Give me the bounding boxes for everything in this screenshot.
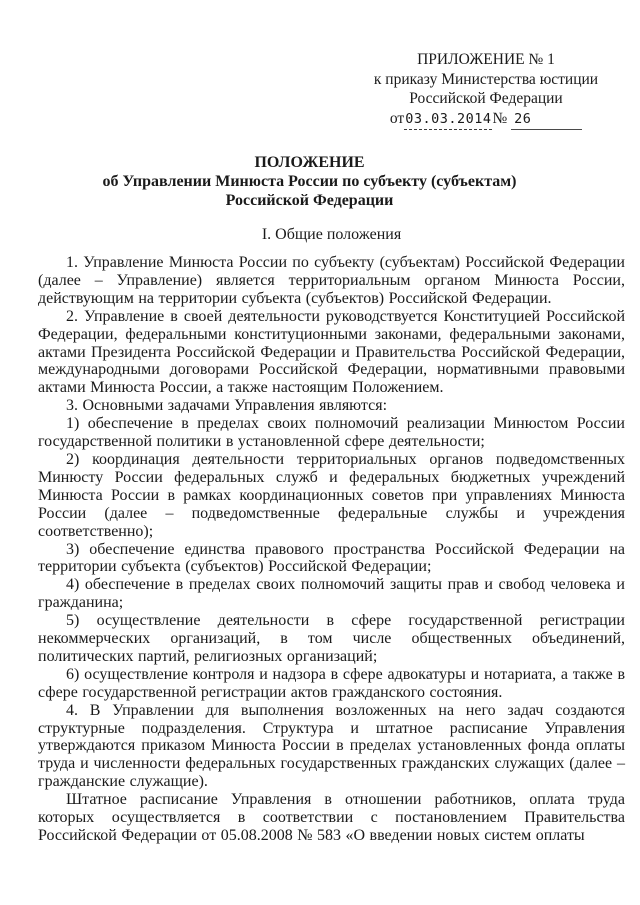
paragraph-3-item-1: 1) обеспечение в пределах своих полномочий реализации Минюстом России государственной политики в установленной сфере деятельности; bbox=[38, 415, 625, 451]
document-body bbox=[38, 254, 625, 845]
order-date-line bbox=[355, 109, 617, 131]
title-line-regulation: ПОЛОЖЕНИЕ bbox=[254, 154, 365, 171]
paragraph-4: 4. В Управлении для выполнения возложенных на него задач создаются структурные подразделения. Структура и штатное расписание Управления утверждаются приказом Минюста России в пределах установленных фонда оплаты труда и численности федеральных государственных гражданских служащих (далее – гражданские служащие). bbox=[38, 701, 625, 791]
appendix-subtitle-federation: Российской Федерации bbox=[409, 90, 563, 107]
paragraph-3-item-2: 2) координация деятельности территориальных органов подведомственных Минюсту России федеральных служб и федеральных бюджетных учреждений Минюста России в рамках координационных советов при управлениях Минюста России (далее – подведомственные федеральные службы и учреждения соответственно); bbox=[38, 450, 625, 540]
appendix-number: ПРИЛОЖЕНИЕ № 1 bbox=[417, 51, 555, 68]
paragraph-2: 2. Управление в своей деятельности руководствуется Конституцией Российской Федерации, федеральными конституционными законами, федеральными законами, актами Президента Российской Федерации и Правительства Российской Федерации, международными договорами Российской Федерации, нормативными правовыми актами Минюста России, а также настоящим Положением. bbox=[38, 307, 625, 397]
title-line-federation: Российской Федерации bbox=[225, 192, 394, 209]
document-title bbox=[16, 153, 603, 210]
appendix-header bbox=[355, 50, 617, 130]
number-sign: № bbox=[492, 109, 508, 127]
paragraph-5-staffing: Штатное расписание Управления в отношении работников, оплата труда которых осуществляется в соответствии с постановлением Правительства Российской Федерации от 05.08.2008 № 583 «О введении новых систем оплаты bbox=[38, 791, 625, 844]
appendix-subtitle-ministry: к приказу Министерства юстиции bbox=[373, 70, 599, 88]
section-heading-general-provisions: I. Общие положения bbox=[261, 226, 402, 243]
order-number-value: 26 bbox=[511, 110, 582, 131]
paragraph-3: 3. Основными задачами Управления являются: bbox=[66, 397, 388, 415]
order-date-value: 03.03.2014 bbox=[404, 110, 492, 131]
paragraph-3-item-5: 5) осуществление деятельности в сфере государственной регистрации некоммерческих организаций, в том числе общественных объединений, политических партий, религиозных организаций; bbox=[38, 612, 625, 665]
paragraph-3-item-3: 3) обеспечение единства правового пространства Российской Федерации на территории субъекта (субъектов) Российской Федерации; bbox=[38, 540, 625, 576]
paragraph-3-item-6: 6) осуществление контроля и надзора в сфере адвокатуры и нотариата, а также в сфере государственной регистрации актов гражданского состояния. bbox=[38, 665, 625, 701]
paragraph-1: 1. Управление Минюста России по субъекту (субъектам) Российской Федерации (далее – Управление) является территориальным органом Минюста России, действующим на территории субъекта (субъектов) Российской Федерации. bbox=[38, 254, 625, 307]
title-line-department: об Управлении Минюста России по субъекту (субъектам) bbox=[102, 173, 517, 190]
date-prefix: от bbox=[389, 109, 405, 127]
paragraph-3-item-4: 4) обеспечение в пределах своих полномочий защиты прав и свобод человека и гражданина; bbox=[38, 576, 625, 612]
